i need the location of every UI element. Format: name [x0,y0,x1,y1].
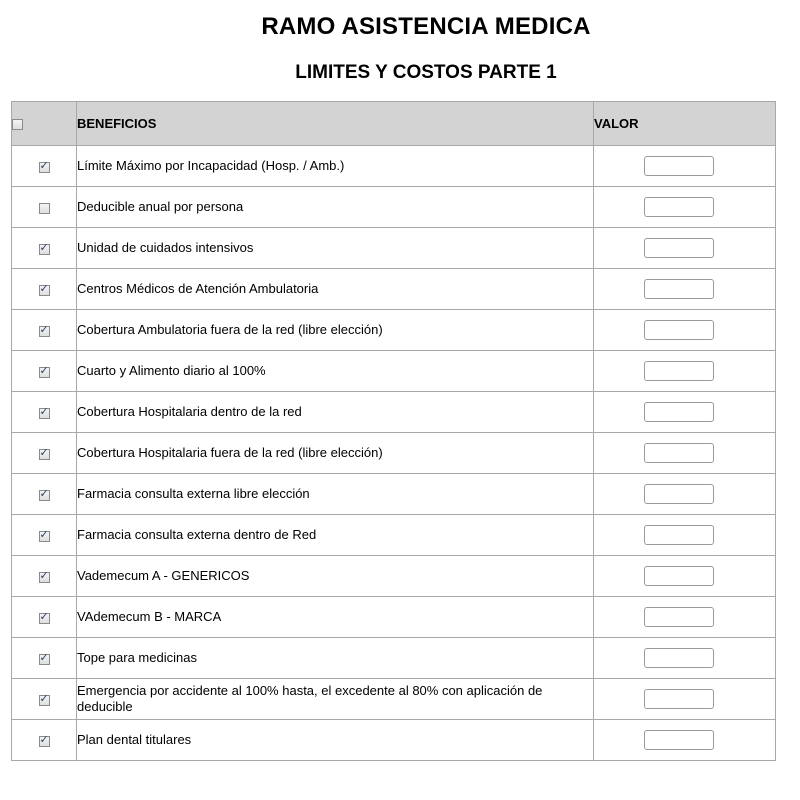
value-cell [594,515,776,556]
table-row [12,597,776,638]
benefits-table [11,101,776,761]
table-row [12,351,776,392]
table-row [12,269,776,310]
table-row [12,556,776,597]
row-checkbox-cell [12,310,77,351]
select-all-checkbox[interactable] [12,119,23,130]
value-cell [594,597,776,638]
value-input[interactable] [644,730,714,750]
value-cell [594,638,776,679]
benefit-label: VAdemecum B - MARCA [77,597,594,638]
value-cell [594,187,776,228]
benefit-label: Unidad de cuidados intensivos [77,228,594,269]
value-input[interactable] [644,156,714,176]
row-checkbox[interactable] [39,490,50,501]
table-row [12,638,776,679]
value-input[interactable] [644,279,714,299]
value-cell [594,310,776,351]
column-header-benefits: BENEFICIOS [77,102,594,146]
row-checkbox[interactable] [39,613,50,624]
value-input[interactable] [644,402,714,422]
benefit-label: Farmacia consulta externa dentro de Red [77,515,594,556]
row-checkbox[interactable] [39,572,50,583]
benefit-label: Cuarto y Alimento diario al 100% [77,351,594,392]
value-input[interactable] [644,320,714,340]
row-checkbox-cell [12,679,77,720]
benefit-label: Cobertura Hospitalaria dentro de la red [77,392,594,433]
header-checkbox-cell [12,102,77,146]
row-checkbox[interactable] [39,326,50,337]
value-cell [594,392,776,433]
row-checkbox-cell [12,392,77,433]
row-checkbox[interactable] [39,285,50,296]
value-cell [594,474,776,515]
value-input[interactable] [644,197,714,217]
table-row [12,228,776,269]
row-checkbox[interactable] [39,654,50,665]
value-cell [594,146,776,187]
value-input[interactable] [644,648,714,668]
value-input[interactable] [644,484,714,504]
value-input[interactable] [644,689,714,709]
row-checkbox-cell [12,351,77,392]
value-cell [594,679,776,720]
table-header-row [12,102,776,146]
value-cell [594,269,776,310]
benefit-label: Cobertura Hospitalaria fuera de la red (libre elección) [77,433,594,474]
benefit-label: Tope para medicinas [77,638,594,679]
benefit-label: Centros Médicos de Atención Ambulatoria [77,269,594,310]
row-checkbox-cell [12,269,77,310]
table-row [12,433,776,474]
benefit-label: Deducible anual por persona [77,187,594,228]
row-checkbox-cell [12,556,77,597]
page-subtitle: LIMITES Y COSTOS PARTE 1 [295,62,557,83]
value-cell [594,228,776,269]
value-input[interactable] [644,566,714,586]
row-checkbox[interactable] [39,162,50,173]
row-checkbox-cell [12,228,77,269]
table-row [12,392,776,433]
table-body [12,146,776,761]
table-row [12,310,776,351]
benefit-label: Farmacia consulta externa libre elección [77,474,594,515]
row-checkbox-cell [12,474,77,515]
table-row [12,187,776,228]
value-input[interactable] [644,607,714,627]
benefit-label: Emergencia por accidente al 100% hasta, el excedente al 80% con aplicación de deducible [77,679,594,720]
value-input[interactable] [644,361,714,381]
value-cell [594,433,776,474]
row-checkbox[interactable] [39,203,50,214]
table-row [12,146,776,187]
benefit-label: Vademecum A - GENERICOS [77,556,594,597]
row-checkbox[interactable] [39,531,50,542]
value-input[interactable] [644,238,714,258]
row-checkbox-cell [12,187,77,228]
row-checkbox-cell [12,515,77,556]
row-checkbox-cell [12,720,77,761]
row-checkbox[interactable] [39,695,50,706]
row-checkbox[interactable] [39,408,50,419]
value-cell [594,720,776,761]
table-row [12,720,776,761]
row-checkbox-cell [12,433,77,474]
value-cell [594,351,776,392]
value-input[interactable] [644,443,714,463]
table-row [12,474,776,515]
row-checkbox[interactable] [39,449,50,460]
row-checkbox-cell [12,146,77,187]
row-checkbox-cell [12,597,77,638]
table-row [12,515,776,556]
row-checkbox-cell [12,638,77,679]
row-checkbox[interactable] [39,244,50,255]
value-cell [594,556,776,597]
benefit-label: Límite Máximo por Incapacidad (Hosp. / Amb.) [77,146,594,187]
row-checkbox[interactable] [39,367,50,378]
row-checkbox[interactable] [39,736,50,747]
table-row [12,679,776,720]
value-input[interactable] [644,525,714,545]
benefit-label: Plan dental titulares [77,720,594,761]
page-title: RAMO ASISTENCIA MEDICA [261,13,591,40]
benefit-label: Cobertura Ambulatoria fuera de la red (libre elección) [77,310,594,351]
column-header-value: VALOR [594,102,776,146]
